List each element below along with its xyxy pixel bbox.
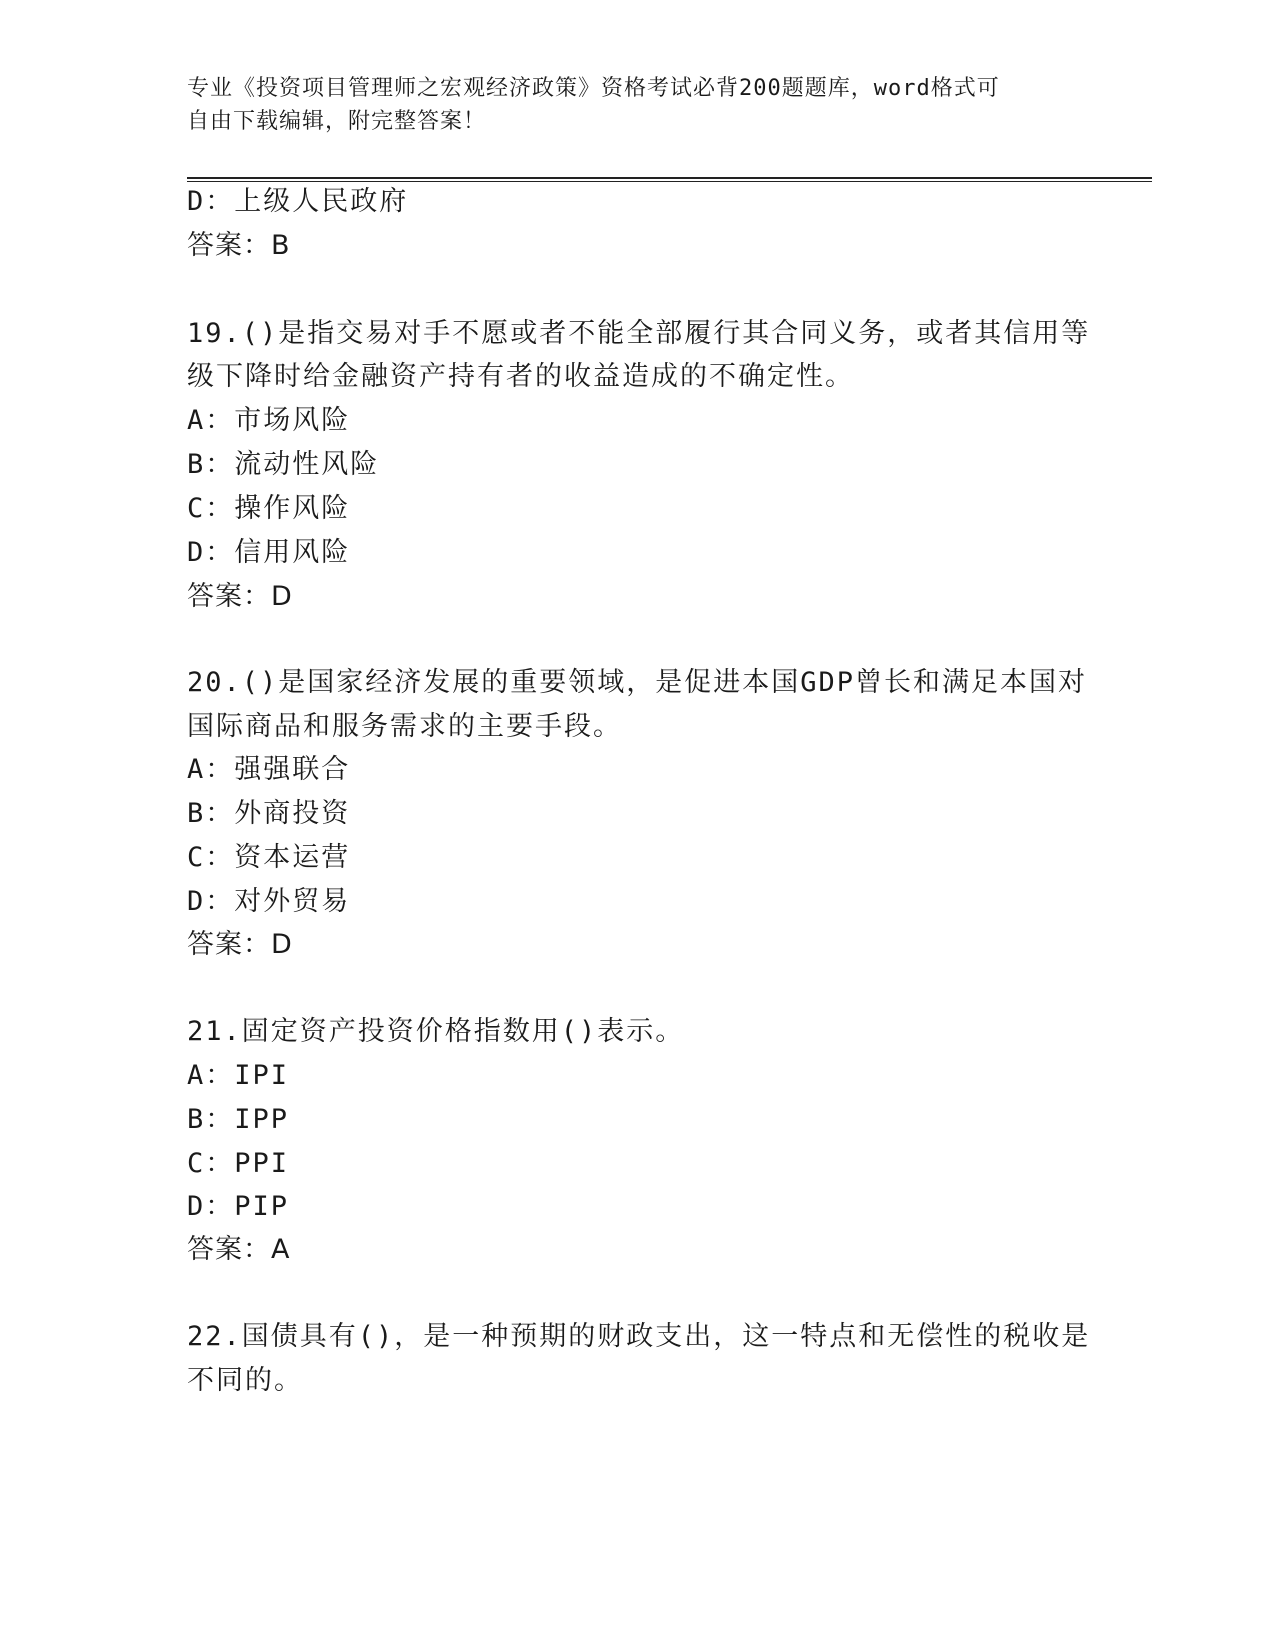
question-21-option-a: A：IPI: [187, 1060, 290, 1091]
question-20-stem-line-1: 20.()是国家经济发展的重要领域，是促进本国GDP曾长和满足本国对: [187, 667, 1088, 698]
document-header: [187, 72, 1087, 138]
question-20-option-b: B：外商投资: [187, 798, 351, 829]
question-21-option-d: D：PIP: [187, 1191, 290, 1222]
question-19-stem-line-2: 级下降时给金融资产持有者的收益造成的不确定性。: [187, 361, 854, 392]
header-title-line-1: 专业《投资项目管理师之宏观经济政策》资格考试必背200题题库，word格式可: [187, 76, 1000, 101]
question-20-option-c: C：资本运营: [187, 842, 351, 873]
question-21-answer: 答案：A: [187, 1234, 291, 1265]
question-19-stem-line-1: 19.()是指交易对手不愿或者不能全部履行其合同义务，或者其信用等: [187, 318, 1091, 349]
header-title-line-2: 自由下载编辑，附完整答案！: [187, 109, 487, 134]
question-21-stem-line-1: 21.固定资产投资价格指数用()表示。: [187, 1016, 685, 1047]
question-20-answer: 答案：D: [187, 929, 293, 960]
question-20-option-a: A：强强联合: [187, 754, 351, 785]
question-22-stem-line-2: 不同的。: [187, 1365, 303, 1396]
question-21-option-c: C：PPI: [187, 1148, 290, 1179]
question-19-option-a: A：市场风险: [187, 405, 351, 436]
header-divider: [187, 177, 1152, 183]
question-20-stem-line-2: 国际商品和服务需求的主要手段。: [187, 711, 622, 742]
question-22-stem-line-1: 22.国债具有()，是一种预期的财政支出，这一特点和无偿性的税收是: [187, 1321, 1091, 1352]
prev-option-d: D：上级人民政府: [187, 186, 409, 217]
question-19-answer: 答案：D: [187, 581, 293, 612]
question-21-option-b: B：IPP: [187, 1104, 290, 1135]
question-19-option-c: C：操作风险: [187, 493, 351, 524]
question-19-option-b: B：流动性风险: [187, 449, 380, 480]
prev-answer: 答案：B: [187, 230, 291, 261]
question-19-option-d: D：信用风险: [187, 537, 351, 568]
question-20-option-d: D：对外贸易: [187, 886, 351, 917]
